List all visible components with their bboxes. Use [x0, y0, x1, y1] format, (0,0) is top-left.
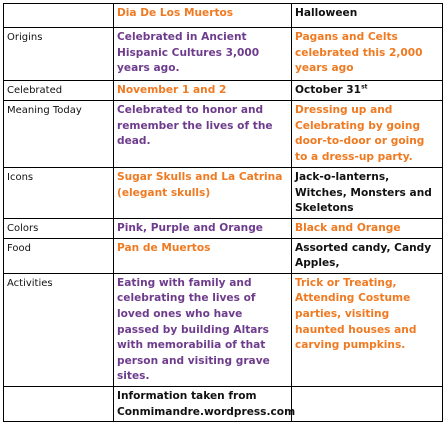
halloween-celebrated-cell [292, 81, 443, 101]
row-label: Meaning Today [4, 101, 114, 168]
dia-origins-cell: Celebrated in Ancient Hispanic Cultures 3,000 years ago. [114, 28, 292, 81]
dia-icons-cell: Sugar Skulls and La Catrina (elegant skulls) [114, 168, 292, 219]
footer-empty-cell [4, 386, 114, 421]
dia-colors-cell: Pink, Purple and Orange [114, 219, 292, 239]
halloween-meaning-cell: Dressing up and Celebrating by going door-to-door or going to a dress-up party. [292, 101, 443, 168]
header-dia-de-los-muertos: Dia De Los Muertos [114, 4, 292, 28]
date-suffix: st [361, 83, 368, 91]
dia-food-cell: Pan de Muertos [114, 238, 292, 273]
row-label: Celebrated [4, 81, 114, 101]
header-empty-cell [4, 4, 114, 28]
row-label: Origins [4, 28, 114, 81]
header-row [4, 4, 443, 28]
row-colors [4, 219, 443, 239]
halloween-food-cell: Assorted candy, Candy Apples, [292, 238, 443, 273]
halloween-activities-cell: Trick or Treating, Attending Costume parties, visiting haunted houses and carving pumpkins. [292, 273, 443, 386]
halloween-colors-cell: Black and Orange [292, 219, 443, 239]
dia-celebrated-cell: November 1 and 2 [114, 81, 292, 101]
row-activities [4, 273, 443, 386]
header-halloween: Halloween [292, 4, 443, 28]
row-food [4, 238, 443, 273]
halloween-date: October 31 [295, 84, 362, 96]
dia-meaning-cell: Celebrated to honor and remember the lives of the dead. [114, 101, 292, 168]
row-label: Colors [4, 219, 114, 239]
halloween-icons-cell: Jack-o-lanterns, Witches, Monsters and Skeletons [292, 168, 443, 219]
row-icons [4, 168, 443, 219]
row-label: Activities [4, 273, 114, 386]
source-note: Information taken from Conmimandre.wordpress.com [114, 386, 292, 421]
halloween-origins-cell: Pagans and Celts celebrated this 2,000 years ago [292, 28, 443, 81]
row-footer [4, 386, 443, 421]
row-label: Icons [4, 168, 114, 219]
comparison-table [3, 3, 443, 422]
row-meaning-today [4, 101, 443, 168]
row-origins [4, 28, 443, 81]
footer-empty-cell [292, 386, 443, 421]
row-label: Food [4, 238, 114, 273]
row-celebrated [4, 81, 443, 101]
dia-activities-cell: Eating with family and celebrating the lives of loved ones who have passed by building Altars with memorabilia of that person and visiting grave sites. [114, 273, 292, 386]
